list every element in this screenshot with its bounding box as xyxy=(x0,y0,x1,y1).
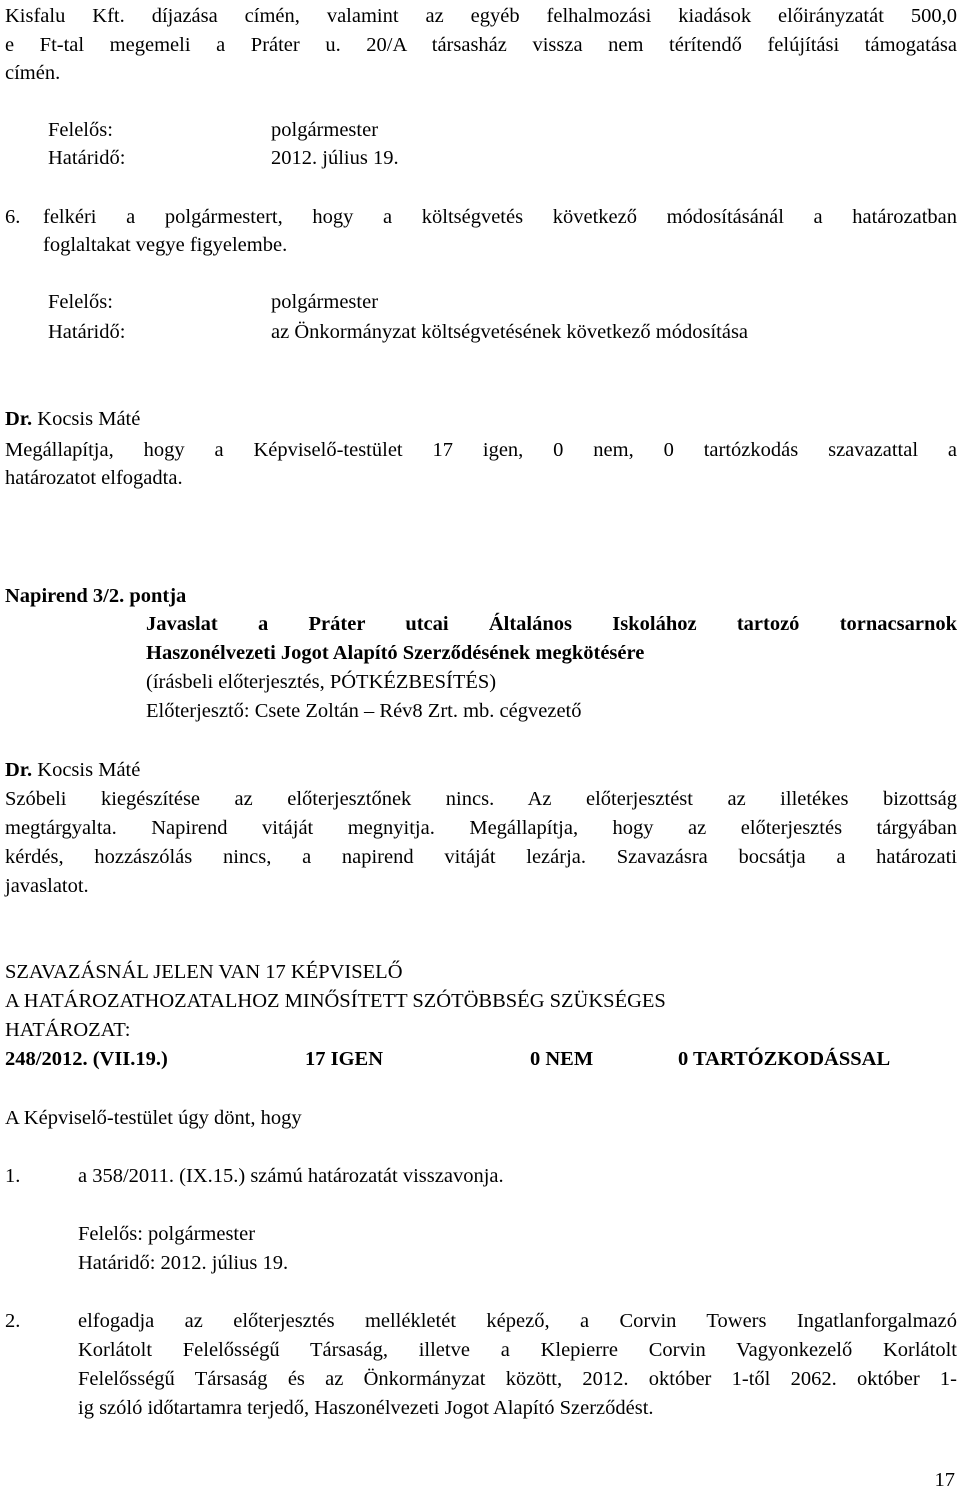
responsible-row xyxy=(48,288,378,316)
item-6-number: 6. xyxy=(5,206,21,228)
decision-intro: A Képviselő-testület úgy dönt, hogy xyxy=(5,1107,302,1129)
deadline-row xyxy=(48,144,399,172)
speaker-name: Dr. Kocsis Máté xyxy=(5,408,141,430)
responsible-value: polgármester xyxy=(271,291,379,313)
paragraph-line: határozatot elfogadta. xyxy=(5,467,183,489)
paragraph-line: javaslatot. xyxy=(5,875,89,897)
paragraph-line: felkéri a polgármestert, hogy a költségvetés következő módosításánál a határozatban xyxy=(43,206,957,228)
vote-majority: A HATÁROZATHOZATALHOZ MINŐSÍTETT SZÓTÖBBSÉG SZÜKSÉGES xyxy=(5,990,666,1012)
deadline-row xyxy=(48,318,748,346)
resolution-number: 248/2012. (VII.19.) xyxy=(5,1048,168,1070)
paragraph-line: foglaltakat vegye figyelembe. xyxy=(43,234,288,256)
vote-present: SZAVAZÁSNÁL JELEN VAN 17 KÉPVISELŐ xyxy=(5,961,403,983)
decision-deadline: Határidő: 2012. július 19. xyxy=(78,1252,289,1274)
vote-no: 0 NEM xyxy=(530,1048,594,1070)
agenda-title-line: Javaslat a Práter utcai Általános Iskolához tartozó tornacsarnok xyxy=(146,613,957,635)
paragraph-line: kérdés, hozzászólás nincs, a napirend vitáját lezárja. Szavazásra bocsátja a határozati xyxy=(5,846,957,868)
agenda-presenter: Előterjesztő: Csete Zoltán – Rév8 Zrt. mb. cégvezető xyxy=(146,700,582,722)
responsible-label: Felelős: xyxy=(48,291,113,313)
decision-item-line: elfogadja az előterjesztés mellékletét képező, a Corvin Towers Ingatlanforgalmazó xyxy=(78,1310,957,1332)
paragraph-line: megtárgyalta. Napirend vitáját megnyitja. Megállapítja, hogy az előterjesztés tárgyában xyxy=(5,817,957,839)
vote-abstain: 0 TARTÓZKODÁSSAL xyxy=(678,1048,891,1070)
speaker-name: Dr. Kocsis Máté xyxy=(5,759,141,781)
decision-item-text: a 358/2011. (IX.15.) számú határozatát visszavonja. xyxy=(78,1165,504,1187)
decision-responsible: Felelős: polgármester xyxy=(78,1223,256,1245)
responsible-value: polgármester xyxy=(271,119,379,141)
decision-item-line: Felelősségű Társaság és az Önkormányzat között, 2012. október 1-től 2062. október 1- xyxy=(78,1368,957,1390)
decision-item-number: 1. xyxy=(5,1165,21,1187)
agenda-title-line: Haszonélvezeti Jogot Alapító Szerződésének megkötésére xyxy=(146,642,645,664)
paragraph-line: Szóbeli kiegészítése az előterjesztőnek nincs. Az előterjesztést az illetékes bizottság xyxy=(5,788,957,810)
vote-yes: 17 IGEN xyxy=(305,1048,384,1070)
decision-item-number: 2. xyxy=(5,1310,21,1332)
paragraph-line: címén. xyxy=(5,62,61,84)
agenda-heading: Napirend 3/2. pontja xyxy=(5,585,187,607)
page-number: 17 xyxy=(934,1469,955,1491)
paragraph-line: Kisfalu Kft. díjazása címén, valamint az egyéb felhalmozási kiadások előirányzatát 500,0 xyxy=(5,5,957,27)
paragraph-line: e Ft-tal megemeli a Práter u. 20/A társasház vissza nem térítendő felújítási támogatása xyxy=(5,34,957,56)
decision-item-line: Korlátolt Felelősségű Társaság, illetve a Klepierre Corvin Vagyonkezelő Korlátolt xyxy=(78,1339,957,1361)
agenda-note: (írásbeli előterjesztés, PÓTKÉZBESÍTÉS) xyxy=(146,671,497,693)
deadline-label: Határidő: xyxy=(48,321,126,343)
decision-item-line: ig szóló időtartamra terjedő, Haszonélvezeti Jogot Alapító Szerződést. xyxy=(78,1397,654,1419)
responsible-row xyxy=(48,116,378,144)
responsible-label: Felelős: xyxy=(48,119,113,141)
paragraph-line: Megállapítja, hogy a Képviselő-testület 17 igen, 0 nem, 0 tartózkodás szavazattal a xyxy=(5,439,957,461)
deadline-value: 2012. július 19. xyxy=(271,147,399,169)
deadline-label: Határidő: xyxy=(48,147,126,169)
resolution-label: HATÁROZAT: xyxy=(5,1019,131,1041)
deadline-value: az Önkormányzat költségvetésének következő módosítása xyxy=(271,321,749,343)
